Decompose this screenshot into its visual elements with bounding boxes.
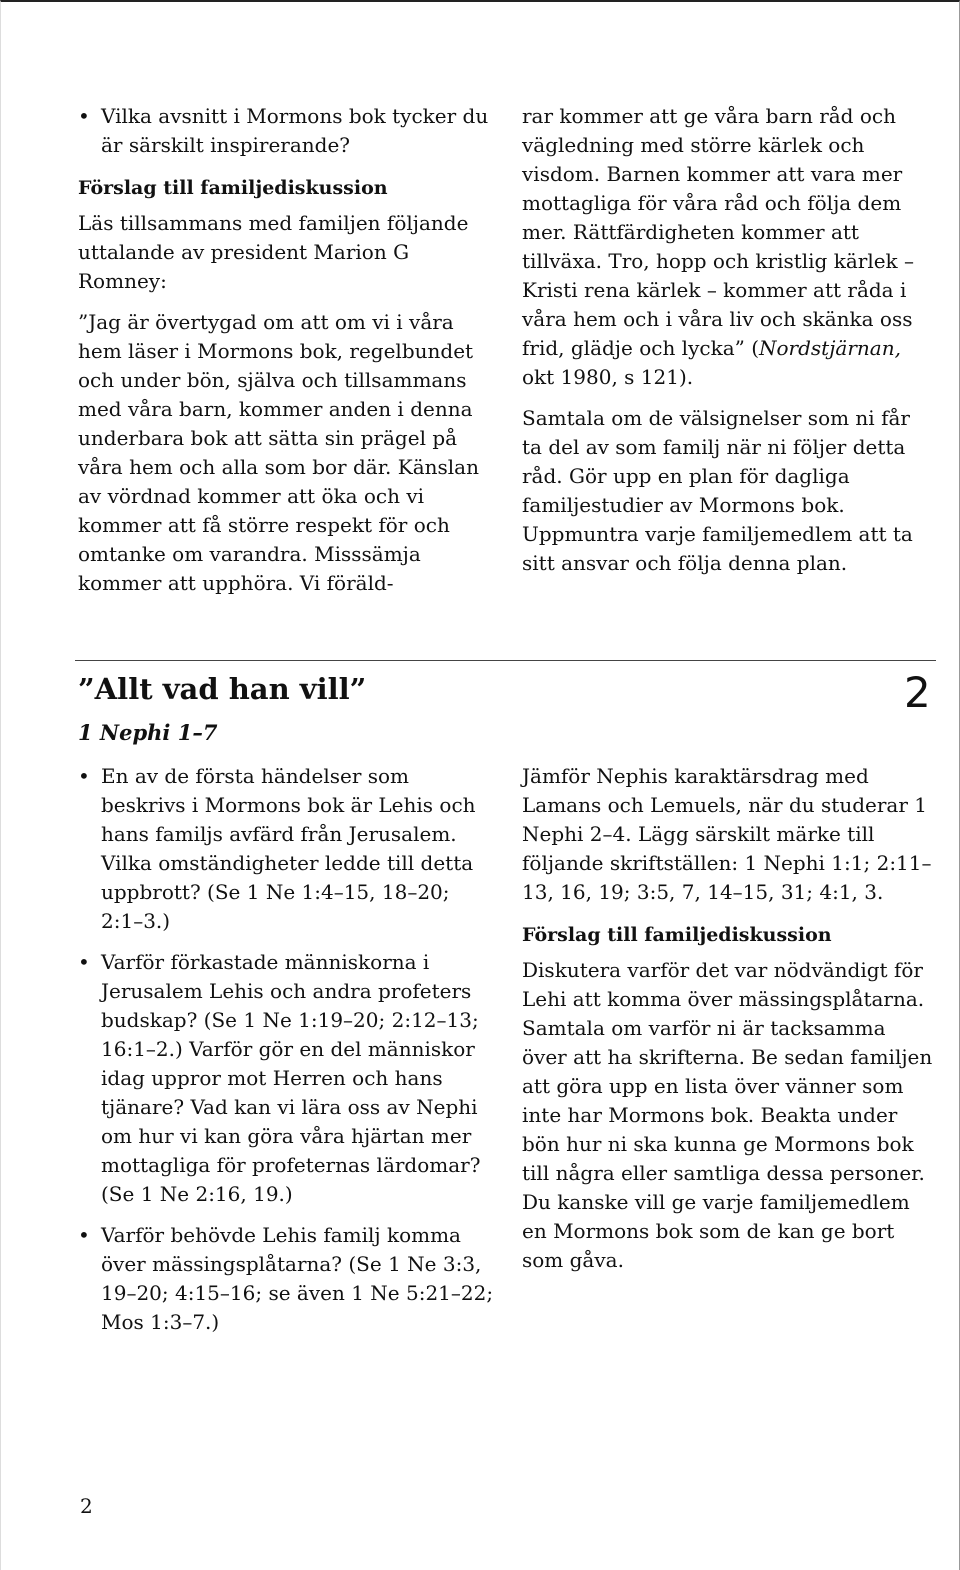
discussion-heading: Förslag till familjediskussion [78,177,388,199]
discussion-paragraph: Diskutera varför det var nödvändigt för Lehi att komma över mässingsplåtarna. Samtala om varför ni är tacksamma över att ha skrifterna. Be sedan familjen att göra upp en lista över vänner som inte har Mormons bok. Beakta under bön hur ni ska kunna ge Mormons bok till några eller samtliga dessa personer. Du kanske vill ge varje familjemedlem en Mormons bok som de kan ge bort som gåva. [522,958,933,1272]
discussion-paragraph: Samtala om de välsignelser som ni får ta del av som familj när ni följer detta råd. Gör upp en plan för dagliga familjestudier av Mormons bok. Uppmuntra varje familjemedlem att ta sitt ansvar och följa denna plan. [522,406,913,575]
top-bullet-list [78,102,498,160]
quote-text: rar kommer att ge våra barn råd och vägledning med större kärlek och visdom. Barnen kommer att vara mer mottagliga för våra råd och följa dem mer. Rättfärdigheten kommer att tillväxa. Tro, hopp och kristlig kärlek – Kristi rena kärlek – kommer att råda i våra hem och i våra liv och skänka oss frid, glädje och lycka” [522,104,915,360]
page-number: 2 [80,1494,93,1518]
section-right-column [522,762,936,1275]
section-title: ”Allt vad han vill” [78,672,367,706]
list-item: • Vilka avsnitt i Mormons bok tycker du är särskilt inspirerande? [78,102,498,160]
section-left-column [78,762,498,1349]
quote-paragraph: ”Jag är övertygad om att om vi i våra hem läser i Mormons bok, regelbundet och under bön, själva och tillsammans med våra barn, kommer anden i denna underbara bok att sätta sin prägel på våra hem och alla som bor där. Känslan av vördnad kommer att öka och vi kommer att få större respekt för och omtanke om varandra. Misssämja kommer att upphöra. Vi föräld- [78,310,479,595]
intro-paragraph: Läs tillsammans med familjen följande uttalande av president Marion G Romney: [78,211,469,293]
list-item: • Varför behövde Lehis familj komma över mässingsplåtarna? (Se 1 Ne 3:3, 19–20; 4:15–16; se även 1 Ne 5:21–22; Mos 1:3–7.) [78,1221,498,1337]
section-number: 2 [904,668,931,717]
comparison-paragraph: Jämför Nephis karaktärsdrag med Lamans och Lemuels, när du studerar 1 Nephi 2–4. Lägg särskilt märke till följande skriftställen: 1 Nephi 1:1; 2:11–13, 16, 19; 3:5, 7, 14–15, 31; 4:1, 3. [522,764,932,904]
discussion-heading: Förslag till familjediskussion [522,924,832,946]
section-reference: 1 Nephi 1–7 [78,720,218,745]
top-left-column [78,102,498,598]
list-item: • En av de första händelser som beskrivs i Mormons bok är Lehis och hans familjs avfärd från Jerusalem. Vilka omständigheter ledde till detta uppbrott? (Se 1 Ne 1:4–15, 18–20; 2:1–3.) [78,762,498,936]
section-bullet-list [78,762,498,1337]
quote-continuation [522,102,936,392]
top-right-column [522,102,936,578]
list-item: • Varför förkastade människorna i Jerusalem Lehis och andra profeters budskap? (Se 1 Ne 1:19–20; 2:12–13; 16:1–2.) Varför gör en del människor idag uppror mot Herren och hans tjänare? Vad kan vi lära oss av Nephi om hur vi kan göra våra hjärtan mer mottagliga för profeternas lärdomar? (Se 1 Ne 2:16, 19.) [78,948,498,1209]
quote-source: (Nordstjärnan, okt 1980, s 121). [522,336,901,389]
source-title: Nordstjärnan, [759,336,901,360]
section-divider [75,660,936,661]
